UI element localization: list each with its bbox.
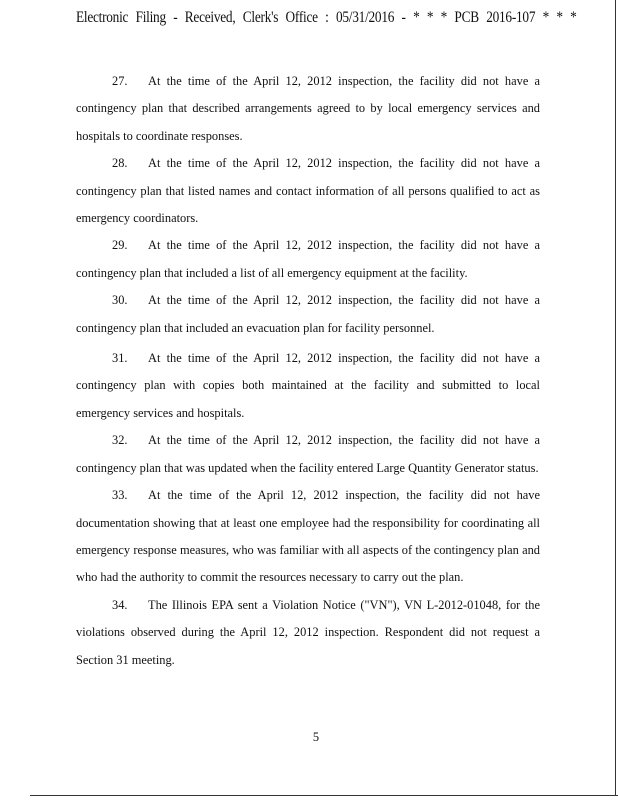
- page-edge-bottom: [30, 795, 618, 796]
- paragraph-number: 34.: [112, 597, 128, 612]
- paragraph-28: [76, 150, 540, 232]
- paragraph-27: [76, 68, 540, 150]
- paragraph-text: At the time of the April 12, 2012 inspection, the facility did not have a contingency plan that included a list of all emergency equipment at the facility.: [76, 238, 540, 280]
- paragraph-29: [76, 232, 540, 287]
- paragraph-33: [76, 482, 540, 592]
- paragraph-number: 28.: [112, 156, 128, 171]
- paragraph-text: At the time of the April 12, 2012 inspection, the facility did not have a contingency plan that described arrangements agreed to by local emergency services and hospitals to coordinate responses.: [76, 74, 540, 143]
- paragraph-34: [76, 592, 540, 674]
- paragraph-text: At the time of the April 12, 2012 inspection, the facility did not have a contingency plan that was updated when the facility entered Large Quantity Generator status.: [76, 433, 540, 475]
- paragraph-30: [76, 287, 540, 342]
- paragraph-text: At the time of the April 12, 2012 inspection, the facility did not have a contingency plan with copies both maintained at the facility and submitted to local emergency services and hospitals.: [76, 351, 540, 420]
- paragraph-number: 29.: [112, 238, 128, 253]
- paragraph-text: At the time of the April 12, 2012 inspection, the facility did not have a contingency plan that listed names and contact information of all persons qualified to act as emergency coordinators.: [76, 156, 540, 226]
- paragraph-number: 31.: [112, 351, 128, 366]
- paragraph-text: The Illinois EPA sent a Violation Notice ("VN"), VN L-2012-01048, for the violations observed during the April 12, 2012 inspection. Respondent did not request a Section 31 meeting.: [76, 597, 540, 667]
- paragraph-text: At the time of the April 12, 2012 inspection, the facility did not have documentation showing that at least one employee had the responsibility for coordinating all emergency response measures, who was familiar with all aspects of the contingency plan and who had the authority to commit the resources necessary to carry out the plan.: [76, 488, 540, 585]
- paragraph-32: [76, 427, 540, 482]
- paragraph-number: 32.: [112, 433, 128, 448]
- paragraph-text: At the time of the April 12, 2012 inspection, the facility did not have a contingency plan that included an evacuation plan for facility personnel.: [76, 293, 540, 335]
- page-number: 5: [312, 730, 320, 744]
- filing-stamp-header: Electronic Filing - Received, Clerk's Office : 05/31/2016 - * * * PCB 2016-107 * * *: [76, 9, 577, 26]
- paragraph-number: 33.: [112, 488, 128, 503]
- page-edge-right: [615, 0, 616, 796]
- paragraph-31: [76, 345, 540, 427]
- paragraph-number: 30.: [112, 293, 128, 308]
- paragraph-number: 27.: [112, 74, 128, 88]
- document-body: [76, 68, 540, 674]
